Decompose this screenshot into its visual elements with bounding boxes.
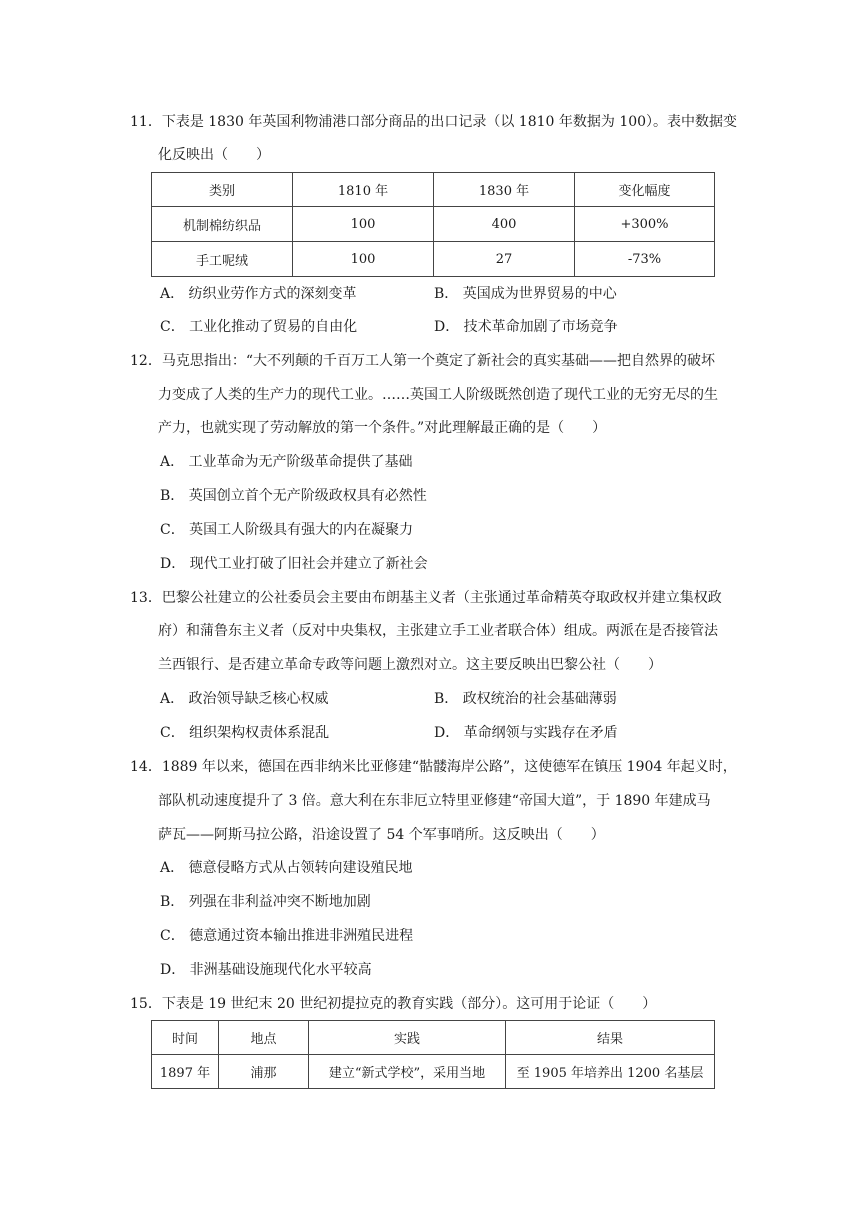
q11-option-d: D． 技术革命加剧了市场竞争 bbox=[434, 319, 618, 335]
table-row bbox=[152, 242, 715, 277]
q14-option-c: C． 德意通过资本输出推进非洲殖民进程 bbox=[160, 928, 414, 944]
table-row bbox=[152, 207, 715, 242]
table-cell: 机制棉纺织品 bbox=[152, 207, 293, 242]
q11-option-b: B． 英国成为世界贸易的中心 bbox=[434, 286, 617, 302]
q15-table bbox=[151, 1020, 715, 1089]
table-cell: +300% bbox=[575, 207, 715, 242]
q14-stem-line2: 部队机动速度提升了 3 倍。意大利在东非厄立特里亚修建“帝国大道”，于 1890 年建成马 bbox=[158, 793, 711, 809]
q11-stem-line2: 化反映出（ ） bbox=[158, 147, 270, 163]
q15-th-time: 时间 bbox=[152, 1021, 219, 1055]
q12-option-c: C． 英国工人阶级具有强大的内在凝聚力 bbox=[160, 522, 414, 538]
q11-th-category: 类别 bbox=[152, 173, 293, 207]
q12-option-d: D． 现代工业打破了旧社会并建立了新社会 bbox=[160, 556, 428, 572]
q13-option-b: B． 政权统治的社会基础薄弱 bbox=[434, 691, 617, 707]
q14-option-b: B． 列强在非利益冲突不断地加剧 bbox=[160, 894, 371, 910]
q12-option-b: B． 英国创立首个无产阶级政权具有必然性 bbox=[160, 488, 427, 504]
q13-stem-line3: 兰西银行、是否建立革命专政等问题上激烈对立。这主要反映出巴黎公社（ ） bbox=[158, 657, 662, 673]
q13-option-c: C． 组织架构权责体系混乱 bbox=[160, 725, 330, 741]
q11-option-a: A． 纺织业劳作方式的深刻变革 bbox=[160, 286, 357, 302]
q12-option-a: A． 工业革命为无产阶级革命提供了基础 bbox=[160, 454, 413, 470]
table-cell: 27 bbox=[434, 242, 575, 277]
table-cell: 1897 年 bbox=[152, 1055, 219, 1089]
q15-stem-line1: 15．下表是 19 世纪末 20 世纪初提拉克的教育实践（部分）。这可用于论证（ ） bbox=[130, 996, 657, 1012]
q11-stem-line1: 11．下表是 1830 年英国利物浦港口部分商品的出口记录（以 1810 年数据为 100）。表中数据变 bbox=[130, 114, 738, 130]
table-cell: 手工呢绒 bbox=[152, 242, 293, 277]
q15-th-place: 地点 bbox=[219, 1021, 309, 1055]
q11-table bbox=[151, 172, 715, 277]
table-cell: -73% bbox=[575, 242, 715, 277]
q12-stem-line2: 力变成了人类的生产力的现代工业。……英国工人阶级既然创造了现代工业的无穷无尽的生 bbox=[158, 387, 718, 403]
q14-stem-line3: 萨瓦——阿斯马拉公路，沿途设置了 54 个军事哨所。这反映出（ ） bbox=[158, 827, 605, 843]
table-cell: 100 bbox=[293, 207, 434, 242]
q14-option-d: D． 非洲基础设施现代化水平较高 bbox=[160, 962, 372, 978]
q15-th-practice: 实践 bbox=[309, 1021, 506, 1055]
q13-stem-line2: 府）和蒲鲁东主义者（反对中央集权，主张建立手工业者联合体）组成。两派在是否接管法 bbox=[158, 623, 718, 639]
q12-stem-line1: 12．马克思指出：“大不列颠的千百万工人第一个奠定了新社会的真实基础——把自然界的破坏 bbox=[130, 353, 715, 369]
table-cell: 浦那 bbox=[219, 1055, 309, 1089]
q12-stem-line3: 产力，也就实现了劳动解放的第一个条件。”对此理解最正确的是（ ） bbox=[158, 420, 607, 436]
q13-option-a: A． 政治领导缺乏核心权威 bbox=[160, 691, 329, 707]
table-cell: 建立“新式学校”，采用当地 bbox=[309, 1055, 506, 1089]
q14-stem-line1: 14．1889 年以来，德国在西非纳米比亚修建“骷髅海岸公路”，这使德军在镇压 1904 年起义时， bbox=[130, 759, 737, 775]
table-row bbox=[152, 1055, 715, 1089]
q11-th-1830: 1830 年 bbox=[434, 173, 575, 207]
q13-option-d: D． 革命纲领与实践存在矛盾 bbox=[434, 725, 618, 741]
table-cell: 至 1905 年培养出 1200 名基层 bbox=[506, 1055, 715, 1089]
q11-table-header-row bbox=[152, 173, 715, 207]
q15-table-header-row bbox=[152, 1021, 715, 1055]
q13-stem-line1: 13．巴黎公社建立的公社委员会主要由布朗基主义者（主张通过革命精英夺取政权并建立集权政 bbox=[130, 590, 722, 606]
table-cell: 100 bbox=[293, 242, 434, 277]
q14-option-a: A． 德意侵略方式从占领转向建设殖民地 bbox=[160, 860, 413, 876]
q11-th-change: 变化幅度 bbox=[575, 173, 715, 207]
q15-th-result: 结果 bbox=[506, 1021, 715, 1055]
table-cell: 400 bbox=[434, 207, 575, 242]
q11-option-c: C． 工业化推动了贸易的自由化 bbox=[160, 319, 358, 335]
q11-th-1810: 1810 年 bbox=[293, 173, 434, 207]
